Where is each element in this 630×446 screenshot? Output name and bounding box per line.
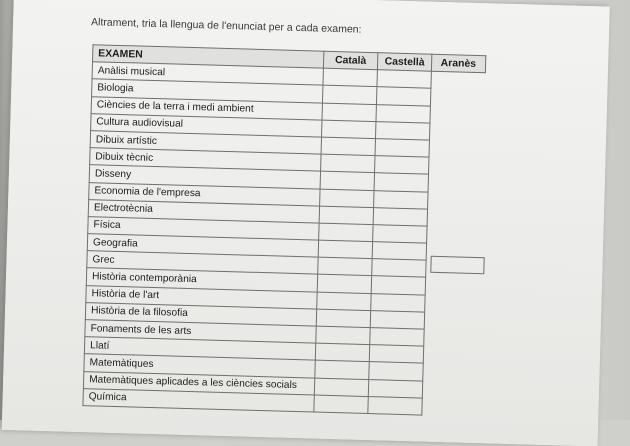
exam-form-sheet (2, 0, 610, 446)
exam-name: Dibuix tècnic (90, 148, 321, 172)
catala-checkbox[interactable] (318, 240, 372, 259)
castella-checkbox[interactable] (376, 104, 430, 123)
aranes-empty-cell (429, 157, 483, 176)
castella-checkbox[interactable] (368, 379, 422, 398)
castella-checkbox[interactable] (372, 259, 426, 278)
aranes-empty-cell (429, 140, 483, 159)
castella-checkbox[interactable] (375, 139, 429, 158)
catala-checkbox[interactable] (314, 395, 368, 414)
aranes-empty-cell (428, 174, 482, 193)
aranes-empty-cell (425, 295, 479, 314)
catala-checkbox[interactable] (322, 120, 376, 139)
exam-name: Anàlisi musical (92, 62, 323, 86)
aranes-empty-cell (430, 89, 484, 108)
castella-checkbox[interactable] (370, 328, 424, 347)
castella-checkbox[interactable] (374, 190, 428, 209)
header-aranes: Aranès (431, 54, 485, 73)
exam-name: Electrotècnia (88, 199, 319, 223)
aranes-empty-cell (423, 363, 477, 382)
exam-name: Geografia (87, 234, 318, 258)
exam-name: Fonaments de les arts (85, 320, 316, 344)
header-exam: EXAMEN (93, 45, 324, 69)
exam-name: Història de l'art (86, 285, 317, 309)
castella-checkbox[interactable] (369, 362, 423, 381)
exam-name: Ciències de la terra i medi ambient (91, 96, 322, 120)
castella-checkbox[interactable] (376, 87, 430, 106)
catala-checkbox[interactable] (319, 206, 373, 225)
castella-checkbox[interactable] (370, 310, 424, 329)
catala-checkbox[interactable] (315, 343, 369, 362)
exam-name: Història de la filosofia (85, 302, 316, 326)
catala-checkbox[interactable] (322, 86, 376, 105)
castella-checkbox[interactable] (374, 173, 428, 192)
exam-name: Llatí (84, 337, 315, 361)
catala-checkbox[interactable] (317, 275, 371, 294)
aranes-checkbox-grec[interactable] (430, 256, 484, 275)
exam-name: Química (83, 388, 314, 412)
catala-checkbox[interactable] (321, 137, 375, 156)
aranes-empty-cell (427, 209, 481, 228)
aranes-empty-cell (431, 71, 485, 90)
castella-checkbox[interactable] (373, 224, 427, 243)
aranes-empty-cell (423, 346, 477, 365)
exam-name: Història contemporània (86, 268, 317, 292)
catala-checkbox[interactable] (315, 360, 369, 379)
catala-checkbox[interactable] (314, 378, 368, 397)
castella-checkbox[interactable] (369, 345, 423, 364)
catala-checkbox[interactable] (316, 326, 370, 345)
instruction-text: Altrament, tria la llengua de l'enunciat per a cada examen: (90, 16, 362, 36)
catala-checkbox[interactable] (320, 189, 374, 208)
castella-checkbox[interactable] (371, 276, 425, 295)
castella-checkbox[interactable] (377, 70, 431, 89)
castella-checkbox[interactable] (373, 207, 427, 226)
aranes-empty-cell (424, 329, 478, 348)
catala-checkbox[interactable] (316, 309, 370, 328)
header-catala: Català (323, 51, 377, 70)
catala-checkbox[interactable] (321, 154, 375, 173)
aranes-empty-cell (424, 312, 478, 331)
catala-checkbox[interactable] (322, 103, 376, 122)
exam-name: Dibuix artístic (90, 131, 321, 155)
catala-checkbox[interactable] (317, 292, 371, 311)
exam-name: Biologia (92, 79, 323, 103)
castella-checkbox[interactable] (371, 293, 425, 312)
castella-checkbox[interactable] (372, 242, 426, 261)
aranes-empty-cell (427, 226, 481, 245)
exam-name: Disseny (89, 165, 320, 189)
exam-name: Economia de l'empresa (89, 182, 320, 206)
aranes-empty-cell (430, 106, 484, 125)
catala-checkbox[interactable] (319, 223, 373, 242)
aranes-empty-cell (425, 278, 479, 297)
exam-name: Matemàtiques (84, 354, 315, 378)
castella-checkbox[interactable] (375, 121, 429, 140)
header-castella: Castellà (377, 53, 431, 72)
exam-name: Cultura audiovisual (91, 113, 322, 137)
castella-checkbox[interactable] (375, 156, 429, 175)
aranes-empty-cell (422, 398, 476, 417)
aranes-empty-cell (429, 123, 483, 142)
exam-rows (83, 62, 485, 417)
castella-checkbox[interactable] (368, 396, 422, 415)
exam-language-table (82, 44, 485, 417)
aranes-empty-cell (428, 192, 482, 211)
exam-name: Grec (87, 251, 318, 275)
catala-checkbox[interactable] (323, 68, 377, 87)
aranes-empty-cell (422, 381, 476, 400)
exam-name: Matemàtiques aplicades a les ciències socials (83, 371, 314, 395)
catala-checkbox[interactable] (318, 257, 372, 276)
exam-name: Física (88, 217, 319, 241)
catala-checkbox[interactable] (320, 171, 374, 190)
